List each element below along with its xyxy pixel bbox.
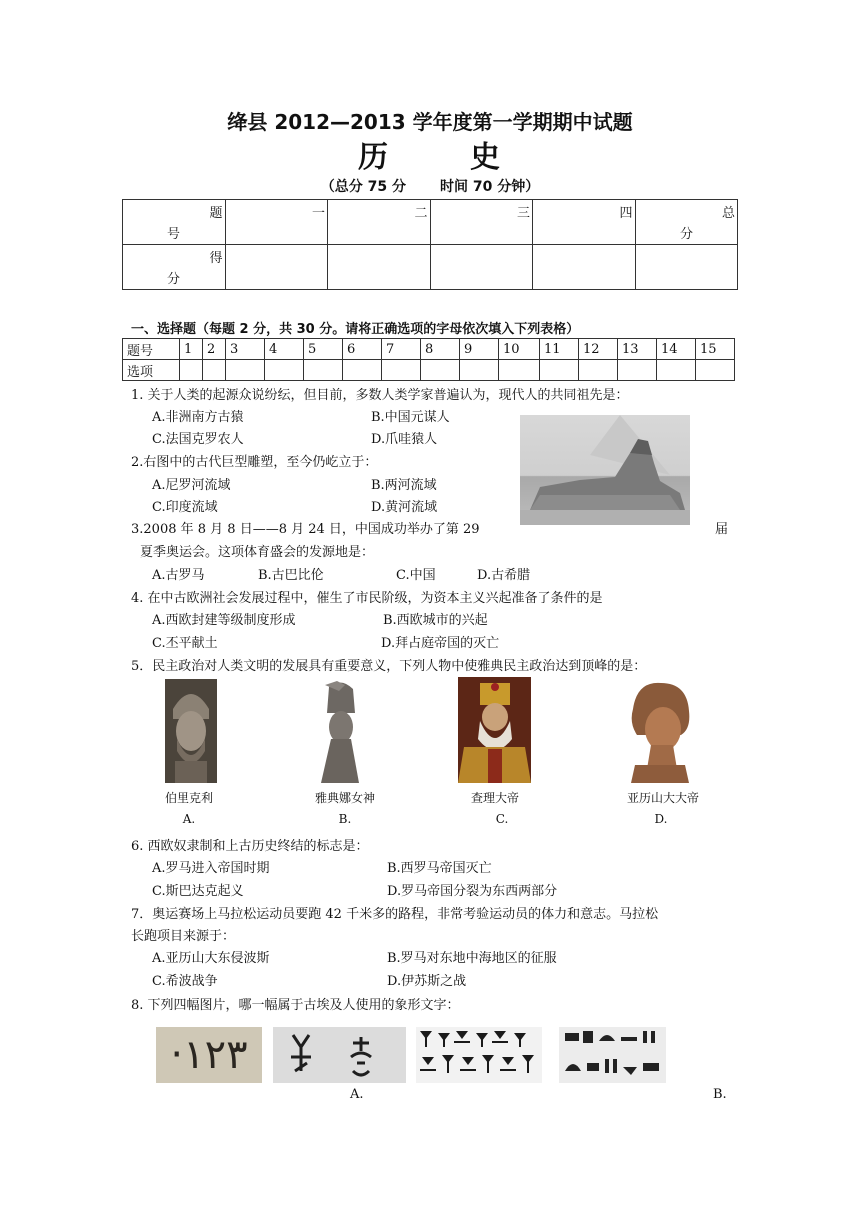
q6-option-c[interactable]: C.斯巴达克起义 [152, 884, 244, 899]
answer-cell[interactable] [540, 360, 579, 381]
pericles-image [165, 679, 217, 783]
answer-row-numbers [123, 339, 735, 360]
q2-option-a[interactable]: A.尼罗河流域 [152, 478, 231, 493]
q4-option-c[interactable]: C.丕平献土 [152, 636, 218, 651]
sphinx-photo [520, 415, 690, 525]
q7-option-d[interactable]: D.伊苏斯之战 [387, 974, 467, 989]
answer-cell[interactable] [618, 360, 657, 381]
score-points-1[interactable] [225, 245, 328, 290]
answer-num: 4 [265, 339, 304, 360]
q3-option-a[interactable]: A.古罗马 [152, 568, 205, 583]
q1-option-b[interactable]: B.中国元谋人 [371, 410, 450, 425]
section1-heading: 一、选择题（每题 2 分，共 30 分。请将正确选项的字母依次填入下列表格） [131, 322, 580, 337]
answer-table [122, 338, 735, 381]
answer-cell[interactable] [226, 360, 265, 381]
answer-cell[interactable] [499, 360, 540, 381]
script-image-cuneiform [416, 1027, 542, 1083]
answer-cell[interactable] [696, 360, 735, 381]
q8-stem: 8. 下列四幅图片，哪一幅属于古埃及人使用的象形文字： [131, 998, 460, 1013]
q3-option-b[interactable]: B.古巴比伦 [258, 568, 324, 583]
exam-time: 时间 70 分钟） [440, 179, 540, 195]
score-cell-2: 二 [328, 200, 431, 245]
q4-option-a[interactable]: A.西欧封建等级制度形成 [152, 613, 296, 628]
answer-row-choices [123, 360, 735, 381]
score-points-4[interactable] [533, 245, 636, 290]
answer-cell[interactable] [180, 360, 203, 381]
answer-cell[interactable] [657, 360, 696, 381]
answer-cell[interactable] [460, 360, 499, 381]
exam-title: 绛县 2012—2013 学年度第一学期期中试题 [227, 110, 633, 134]
score-points-total[interactable] [635, 245, 738, 290]
answer-num: 1 [180, 339, 203, 360]
script-image-hieroglyphs [559, 1027, 666, 1083]
q2-option-b[interactable]: B.两河流域 [371, 478, 437, 493]
q3-option-d[interactable]: D.古希腊 [477, 568, 531, 583]
q4-option-d[interactable]: D.拜占庭帝国的灭亡 [381, 636, 500, 651]
q5-option-c[interactable]: C. [495, 812, 509, 826]
score-cell-4: 四 [533, 200, 636, 245]
q3-stem-end: 届 [715, 522, 729, 537]
answer-num: 15 [696, 339, 735, 360]
answer-cell[interactable] [265, 360, 304, 381]
score-cell-label: 题 号 [123, 200, 226, 245]
answer-num: 5 [304, 339, 343, 360]
q5-option-d[interactable]: D. [654, 812, 668, 826]
q6-option-a[interactable]: A.罗马进入帝国时期 [152, 861, 270, 876]
answer-cell[interactable] [579, 360, 618, 381]
q6-option-b[interactable]: B.西罗马帝国灭亡 [387, 861, 492, 876]
answer-cell[interactable] [382, 360, 421, 381]
script-image-arabic [156, 1027, 262, 1083]
score-row-points [123, 245, 738, 290]
answer-cell[interactable] [203, 360, 226, 381]
charlemagne-image [458, 677, 531, 783]
q7-option-b[interactable]: B.罗马对东地中海地区的征服 [387, 951, 557, 966]
q2-stem: 2.右图中的古代巨型雕塑，至今仍屹立于： [131, 455, 378, 470]
q7-option-c[interactable]: C.希波战争 [152, 974, 218, 989]
answer-num: 11 [540, 339, 579, 360]
q5-option-b[interactable]: B. [338, 812, 352, 826]
q1-option-c[interactable]: C.法国克罗农人 [152, 432, 244, 447]
score-points-label: 得 分 [123, 245, 226, 290]
q7-stem: 7．奥运赛场上马拉松运动员要跑 42 千米多的路程，非常考验运动员的体力和意志。马拉松 [131, 907, 659, 922]
score-cell-1: 一 [225, 200, 328, 245]
q5-caption-d: 亚历山大大帝 [626, 791, 699, 805]
score-points-2[interactable] [328, 245, 431, 290]
q5-caption-c: 查理大帝 [470, 791, 519, 805]
answer-num: 10 [499, 339, 540, 360]
score-points-3[interactable] [430, 245, 533, 290]
q1-option-d[interactable]: D.爪哇猿人 [371, 432, 438, 447]
alexander-image [627, 679, 693, 783]
q8-option-a[interactable]: A. [350, 1087, 364, 1102]
q5-caption-a: 伯里克利 [164, 791, 213, 805]
answer-num: 2 [203, 339, 226, 360]
score-cell-total: 总 分 [635, 200, 738, 245]
answer-cell[interactable] [343, 360, 382, 381]
q4-stem: 4. 在中古欧洲社会发展过程中，催生了市民阶级，为资本主义兴起准备了条件的是 [131, 591, 603, 606]
subject-char-1: 历 [358, 140, 390, 175]
total-score: （总分 75 分 [320, 179, 406, 195]
answer-cell[interactable] [304, 360, 343, 381]
answer-num: 14 [657, 339, 696, 360]
q3-option-c[interactable]: C.中国 [396, 568, 436, 583]
q5-option-a[interactable]: A. [182, 812, 196, 826]
q2-option-c[interactable]: C.印度流域 [152, 500, 218, 515]
script-image-oracle [273, 1027, 406, 1083]
q5-caption-b: 雅典娜女神 [314, 791, 375, 805]
q6-option-d[interactable]: D.罗马帝国分裂为东西两部分 [387, 884, 558, 899]
q7-stem-2: 长跑项目来源于： [131, 929, 236, 944]
answer-num: 3 [226, 339, 265, 360]
subject-heading [0, 132, 860, 176]
exam-meta [0, 176, 860, 196]
q5-stem: 5．民主政治对人类文明的发展具有重要意义，下列人物中使雅典民主政治达到顶峰的是： [131, 659, 647, 674]
q2-option-d[interactable]: D.黄河流域 [371, 500, 438, 515]
answer-num: 8 [421, 339, 460, 360]
q3-stem-2: 夏季奥运会。这项体育盛会的发源地是： [140, 545, 375, 560]
q6-stem: 6. 西欧奴隶制和上古历史终结的标志是： [131, 839, 369, 854]
answer-num: 6 [343, 339, 382, 360]
q7-option-a[interactable]: A.亚历山大东侵波斯 [152, 951, 270, 966]
score-row-header [123, 200, 738, 245]
subject-char-2: 史 [470, 140, 502, 175]
sphinx-image [520, 415, 690, 525]
q8-option-b[interactable]: B. [713, 1087, 727, 1102]
answer-num: 13 [618, 339, 657, 360]
answer-label-a: 选项 [123, 360, 180, 381]
answer-num: 9 [460, 339, 499, 360]
answer-num: 12 [579, 339, 618, 360]
score-table [122, 199, 738, 290]
answer-num: 7 [382, 339, 421, 360]
score-cell-3: 三 [430, 200, 533, 245]
arabic-numerals-text: ·١٢٣ [170, 1032, 248, 1078]
q1-option-a[interactable]: A.非洲南方古猿 [152, 410, 244, 425]
answer-label-q: 题号 [123, 339, 180, 360]
q3-stem: 3.2008 年 8 月 8 日——8 月 24 日，中国成功举办了第 29 [131, 522, 480, 537]
q4-option-b[interactable]: B.西欧城市的兴起 [383, 613, 488, 628]
q1-stem: 1. 关于人类的起源众说纷纭，但目前，多数人类学家普遍认为，现代人的共同祖先是： [131, 388, 629, 403]
athena-image [315, 679, 365, 783]
answer-cell[interactable] [421, 360, 460, 381]
